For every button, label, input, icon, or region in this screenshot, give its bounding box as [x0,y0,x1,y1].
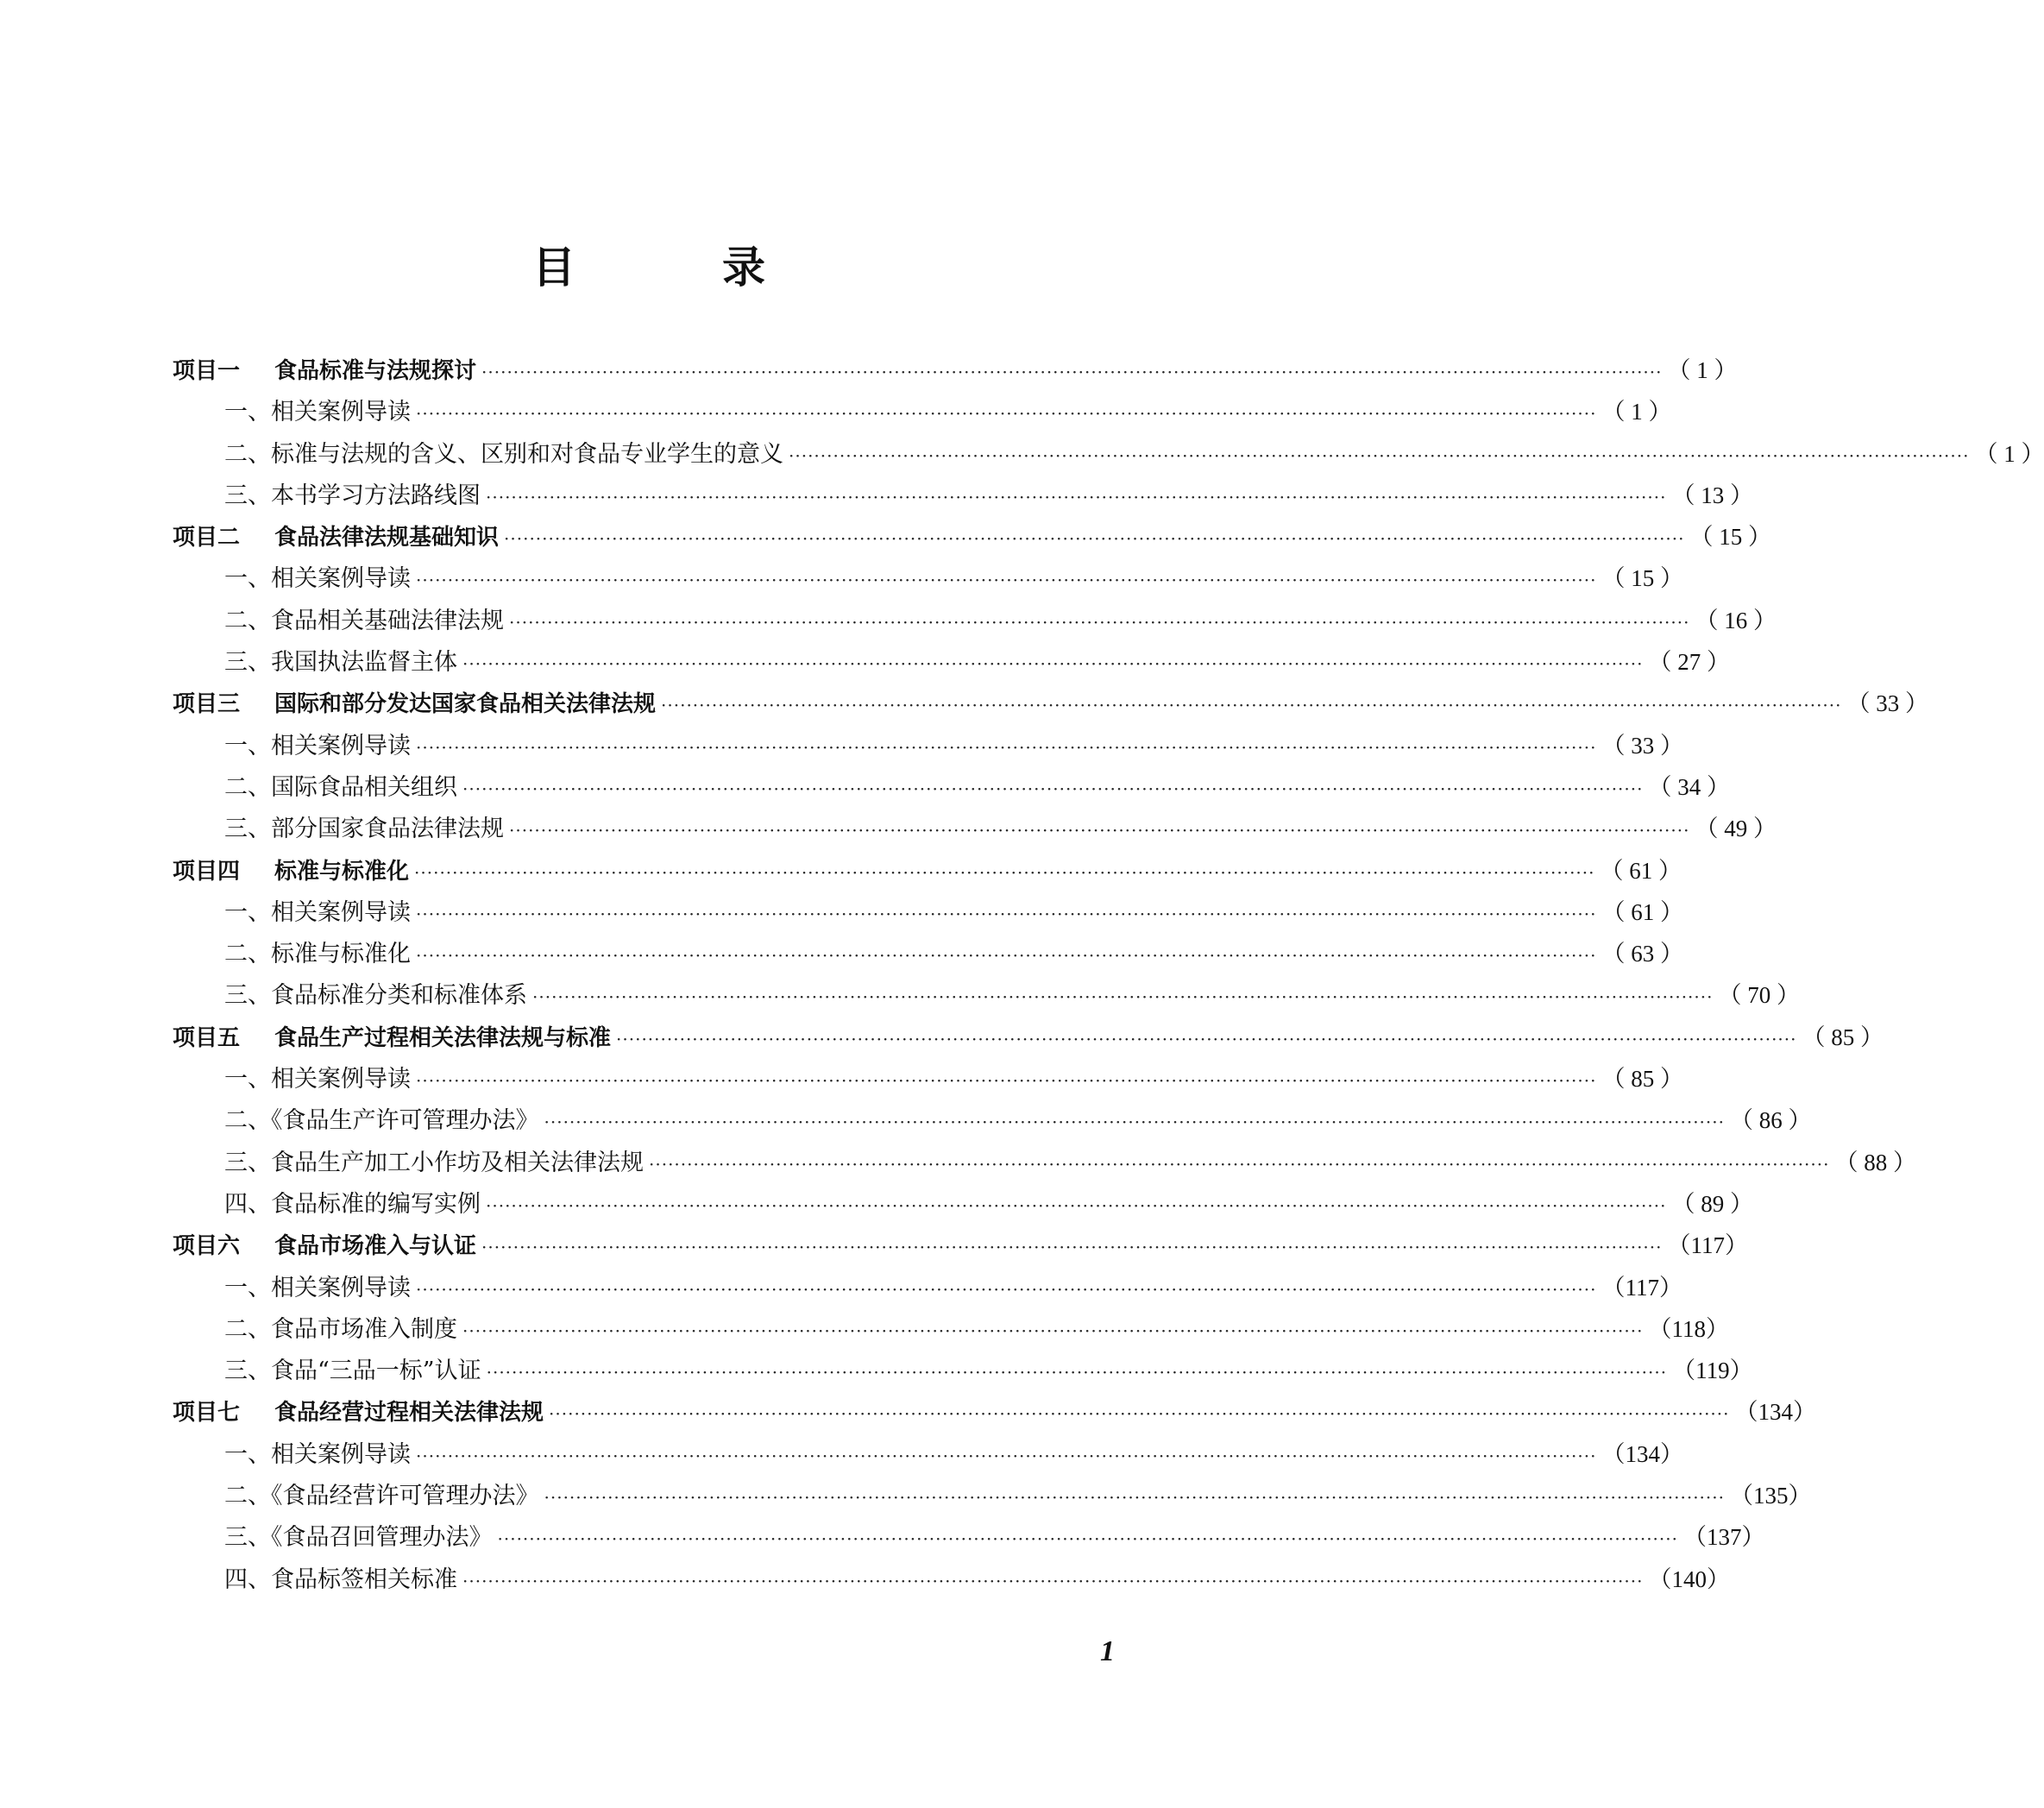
toc-project-entry[interactable] [173,850,1682,891]
toc-page-number: （ 13 ） [1671,482,1753,508]
dot-leader [504,518,1684,559]
toc-entry-label: 二、《食品生产许可管理办法》 [224,1107,539,1135]
dot-leader [544,1101,1725,1143]
toc-entry-label: 四、食品标准的编写实例 [224,1190,481,1218]
dot-leader [416,1269,1596,1310]
toc-entry-label: 三、《食品召回管理办法》 [224,1524,493,1552]
toc-entry-label: 二、标准与标准化 [224,941,411,968]
toc-project-number: 项目七 [173,1400,241,1427]
toc-page-number: （ 16 ） [1695,607,1777,633]
toc-section-entry[interactable] [173,1350,1753,1391]
toc-project-entry[interactable] [173,683,1928,724]
toc-entry-label: 二、《食品经营许可管理办法》 [224,1483,539,1510]
toc-entry-label: 一、相关案例导读 [224,1066,411,1093]
toc-project-entry[interactable] [173,1017,1884,1058]
page-number: 1 [1100,1635,1115,1667]
toc-project-title: 国际和部分发达国家食品相关法律法规 [274,691,657,718]
dot-leader [661,684,1841,726]
toc-entry-label [173,684,656,725]
toc-page-number: （ 85 ） [1601,1066,1683,1093]
toc-entry-label: 一、相关案例导读 [224,898,411,926]
toc-section-entry[interactable] [173,1308,1729,1350]
toc-page-number: （119） [1672,1358,1753,1384]
toc-section-entry[interactable] [173,1559,1730,1600]
toc-section-entry[interactable] [173,933,1683,974]
toc-page-number: （ 15 ） [1601,565,1683,592]
dot-leader [462,768,1643,810]
toc-page-number: （135） [1729,1483,1812,1509]
dot-leader [416,559,1596,601]
toc-page-number: （ 33 ） [1846,690,1928,717]
dot-leader [462,643,1643,684]
dot-leader [532,976,1713,1017]
toc-page-number: （140） [1648,1565,1730,1592]
toc-section-entry[interactable] [173,725,1683,766]
toc-entry-label: 三、本书学习方法路线图 [224,482,481,509]
toc-entry-label: 一、相关案例导读 [224,399,411,426]
toc-entry-label: 一、相关案例导读 [224,1274,411,1301]
toc-section-entry[interactable] [173,766,1730,808]
toc-entry-label: 三、食品生产加工小作坊及相关法律法规 [224,1149,644,1176]
toc-section-entry[interactable] [173,1475,1812,1516]
toc-section-entry[interactable] [173,891,1683,933]
toc-section-entry[interactable] [173,1058,1683,1099]
toc-section-entry[interactable] [173,433,2044,475]
toc-entry-label: 二、国际食品相关组织 [224,773,457,801]
toc-project-number: 项目二 [173,525,241,551]
toc-project-title: 食品市场准入与认证 [274,1233,477,1260]
toc-page-number: （ 15 ） [1689,524,1771,551]
toc-entry-label [173,851,409,892]
toc-project-entry[interactable] [173,1225,1748,1266]
dot-leader [486,476,1666,518]
dot-leader [416,935,1596,976]
dot-leader [549,1393,1729,1434]
dot-leader [462,1310,1643,1351]
toc-project-title: 食品标准与法规探讨 [274,358,477,384]
toc-page-number: （137） [1682,1524,1765,1551]
toc-page-number: （ 86 ） [1729,1107,1812,1134]
toc-section-entry[interactable] [173,1516,1765,1558]
toc-page-number: （ 61 ） [1600,857,1682,884]
toc-project-number: 项目三 [173,691,241,718]
toc-project-entry[interactable] [173,516,1771,558]
toc-entry-label [173,1017,611,1059]
dot-leader [416,893,1596,935]
dot-leader [416,727,1596,768]
toc-section-entry[interactable] [173,808,1777,849]
toc-entry-label [173,350,476,392]
toc-project-title: 标准与标准化 [274,858,410,885]
toc-project-title: 食品生产过程相关法律法规与标准 [274,1024,612,1051]
toc-project-entry[interactable] [173,1391,1816,1433]
toc-project-number: 项目六 [173,1233,241,1260]
toc-entry-label: 三、食品“三品一标”认证 [224,1358,481,1385]
toc-section-entry[interactable] [173,1099,1812,1141]
toc-section-entry[interactable] [173,1183,1753,1225]
toc-entry-label: 二、食品相关基础法律法规 [224,607,504,634]
toc-project-number: 项目一 [173,358,241,384]
dot-leader [486,1185,1666,1226]
toc-section-entry[interactable] [173,974,1800,1016]
toc-page-number: （ 34 ） [1648,773,1730,800]
toc-project-title: 食品经营过程相关法律法规 [274,1400,544,1427]
toc-entry-label: 三、部分国家食品法律法规 [224,816,504,843]
toc-page-number: （ 33 ） [1601,732,1683,759]
dot-leader [498,1518,1678,1559]
dot-leader [481,1226,1662,1268]
dot-leader [487,1351,1667,1393]
dot-leader [481,351,1662,393]
toc-page-number: （ 85 ） [1802,1024,1884,1050]
toc-project-number: 项目五 [173,1024,241,1051]
toc-page-number: （ 1 ） [1974,440,2044,467]
table-of-contents [173,350,2044,1600]
toc-section-entry[interactable] [173,641,1730,683]
toc-project-entry[interactable] [173,350,1738,391]
toc-entry-label [173,1225,476,1267]
toc-entry-label: 二、食品市场准入制度 [224,1315,457,1343]
toc-page-number: （ 61 ） [1601,898,1683,925]
dot-leader [509,602,1689,643]
dot-leader [616,1018,1796,1060]
toc-entry-label: 三、我国执法监督主体 [224,649,457,677]
toc-page-number: （ 49 ） [1695,816,1777,842]
toc-page-number: （134） [1734,1399,1816,1426]
toc-section-entry[interactable] [173,475,1753,516]
toc-entry-label [173,1392,544,1433]
dot-leader [789,435,1969,476]
toc-page-number: （ 27 ） [1648,649,1730,676]
toc-entry-label: 三、食品标准分类和标准体系 [224,982,527,1010]
toc-page-number: （ 1 ） [1601,399,1672,425]
toc-entry-label [173,517,499,558]
toc-entry-label: 二、标准与法规的含义、区别和对食品专业学生的意义 [224,440,783,468]
toc-project-title: 食品法律法规基础知识 [274,525,500,551]
toc-page-number: （ 89 ） [1671,1190,1753,1217]
toc-entry-label: 一、相关案例导读 [224,732,411,759]
toc-page-number: （118） [1648,1315,1729,1342]
toc-section-entry[interactable] [173,558,1683,599]
toc-section-entry[interactable] [173,391,1672,432]
dot-leader [416,1435,1596,1477]
toc-project-number: 项目四 [173,858,241,885]
dot-leader [462,1560,1643,1602]
dot-leader [649,1143,1829,1185]
toc-page-number: （117） [1601,1274,1682,1301]
toc-section-entry[interactable] [173,1267,1682,1308]
toc-page-number: （134） [1601,1440,1683,1467]
dot-leader [416,1060,1596,1101]
dot-leader [414,852,1594,893]
toc-page-number: （ 70 ） [1718,982,1800,1009]
toc-page-number: （ 88 ） [1834,1149,1916,1175]
page-title: 目 录 [532,243,817,293]
toc-page-number: （ 1 ） [1667,357,1738,383]
toc-entry-label: 一、相关案例导读 [224,1440,411,1468]
toc-section-entry[interactable] [173,1433,1683,1475]
toc-section-entry[interactable] [173,1142,1916,1183]
toc-page-number: （ 63 ） [1601,941,1683,967]
dot-leader [509,810,1689,851]
toc-entry-label: 四、食品标签相关标准 [224,1565,457,1593]
toc-page-number: （117） [1667,1232,1748,1259]
toc-section-entry[interactable] [173,600,1777,641]
toc-entry-label: 一、相关案例导读 [224,565,411,593]
dot-leader [416,393,1596,434]
dot-leader [544,1477,1725,1518]
